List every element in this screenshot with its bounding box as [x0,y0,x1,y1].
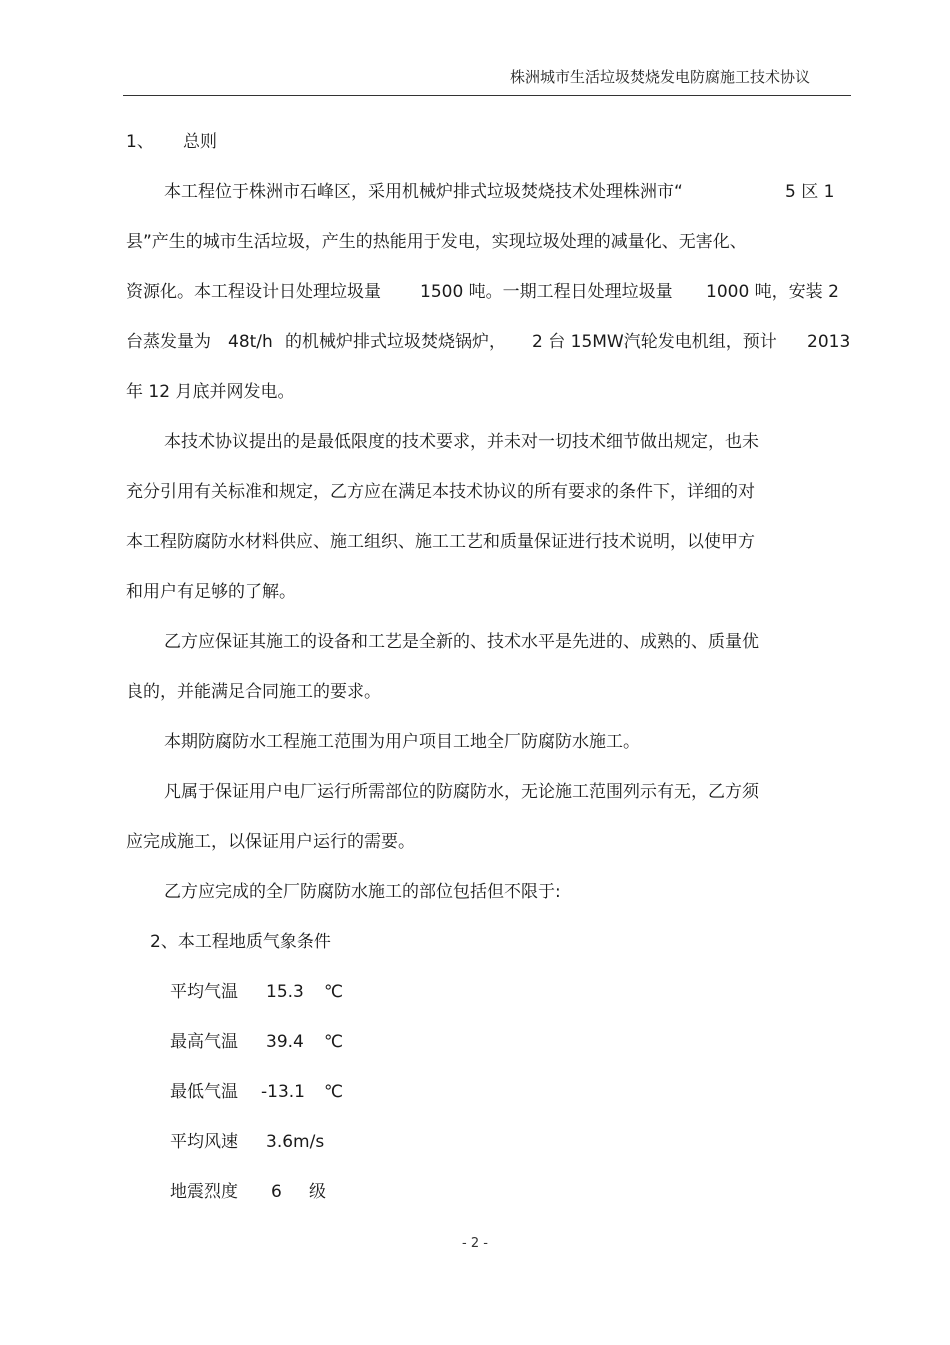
p6-line-1: 乙方应完成的全厂防腐防水施工的部位包括但不限于: [164,882,561,902]
p1-line-4c: 的机械炉排式垃圾焚烧锅炉， [285,332,506,352]
climate-value: 15.3 [266,982,304,1002]
climate-value: 6 [271,1182,282,1202]
section-1-number: 1、 [126,132,154,152]
p1-line-4d: 2 台 15MW汽轮发电机组，预计 [532,332,777,352]
climate-value: 3.6m/s [266,1132,325,1152]
p1-line-1b: 5 区 1 [785,182,835,202]
p1-line-5: 年 12 月底并网发电。 [126,382,295,402]
header-rule [123,95,851,96]
p1-line-4e: 2013 [807,332,851,352]
section-1-heading: 总则 [183,132,217,152]
climate-label: 最低气温 [170,1082,238,1102]
climate-value: -13.1 [261,1082,305,1102]
climate-label: 平均气温 [170,982,238,1002]
p1-line-3c: 1000 吨，安装 2 [706,282,839,302]
p2-line-3: 本工程防腐防水材料供应、施工组织、施工工艺和质量保证进行技术说明，以使甲方 [126,532,755,552]
p2-line-2: 充分引用有关标准和规定，乙方应在满足本技术协议的所有要求的条件下，详细的对 [126,482,755,502]
p1-line-4a: 台蒸发量为 [126,332,211,352]
p1-line-3a: 资源化。本工程设计日处理垃圾量 [126,282,381,302]
climate-value: 39.4 [266,1032,304,1052]
climate-label: 地震烈度 [170,1182,238,1202]
climate-unit: ℃ [324,982,344,1002]
p3-line-2: 良的，并能满足合同施工的要求。 [126,682,381,702]
climate-unit: ℃ [324,1032,344,1052]
p1-line-4b: 48t/h [228,332,273,352]
climate-label: 平均风速 [170,1132,238,1152]
climate-label: 最高气温 [170,1032,238,1052]
p5-line-2: 应完成施工，以保证用户运行的需要。 [126,832,415,852]
page-number: - 2 - [462,1236,488,1251]
p4-line-1: 本期防腐防水工程施工范围为用户项目工地全厂防腐防水施工。 [164,732,640,752]
p5-line-1: 凡属于保证用户电厂运行所需部位的防腐防水，无论施工范围列示有无，乙方须 [164,782,759,802]
header-title: 株洲城市生活垃圾焚烧发电防腐施工技术协议 [509,68,810,86]
p2-line-1: 本技术协议提出的是最低限度的技术要求，并未对一切技术细节做出规定，也未 [164,432,759,452]
p1-line-2: 县”产生的城市生活垃圾，产生的热能用于发电，实现垃圾处理的减量化、无害化、 [126,232,747,252]
p1-line-3b: 1500 吨。一期工程日处理垃圾量 [420,282,673,302]
climate-unit: ℃ [324,1082,344,1102]
p2-line-4: 和用户有足够的了解。 [126,582,296,602]
p1-line-1a: 本工程位于株洲市石峰区，采用机械炉排式垃圾焚烧技术处理株洲市“ [164,182,683,202]
p3-line-1: 乙方应保证其施工的设备和工艺是全新的、技术水平是先进的、成熟的、质量优 [164,632,759,652]
section-2-heading: 2、本工程地质气象条件 [150,932,331,952]
climate-unit: 级 [309,1182,326,1202]
